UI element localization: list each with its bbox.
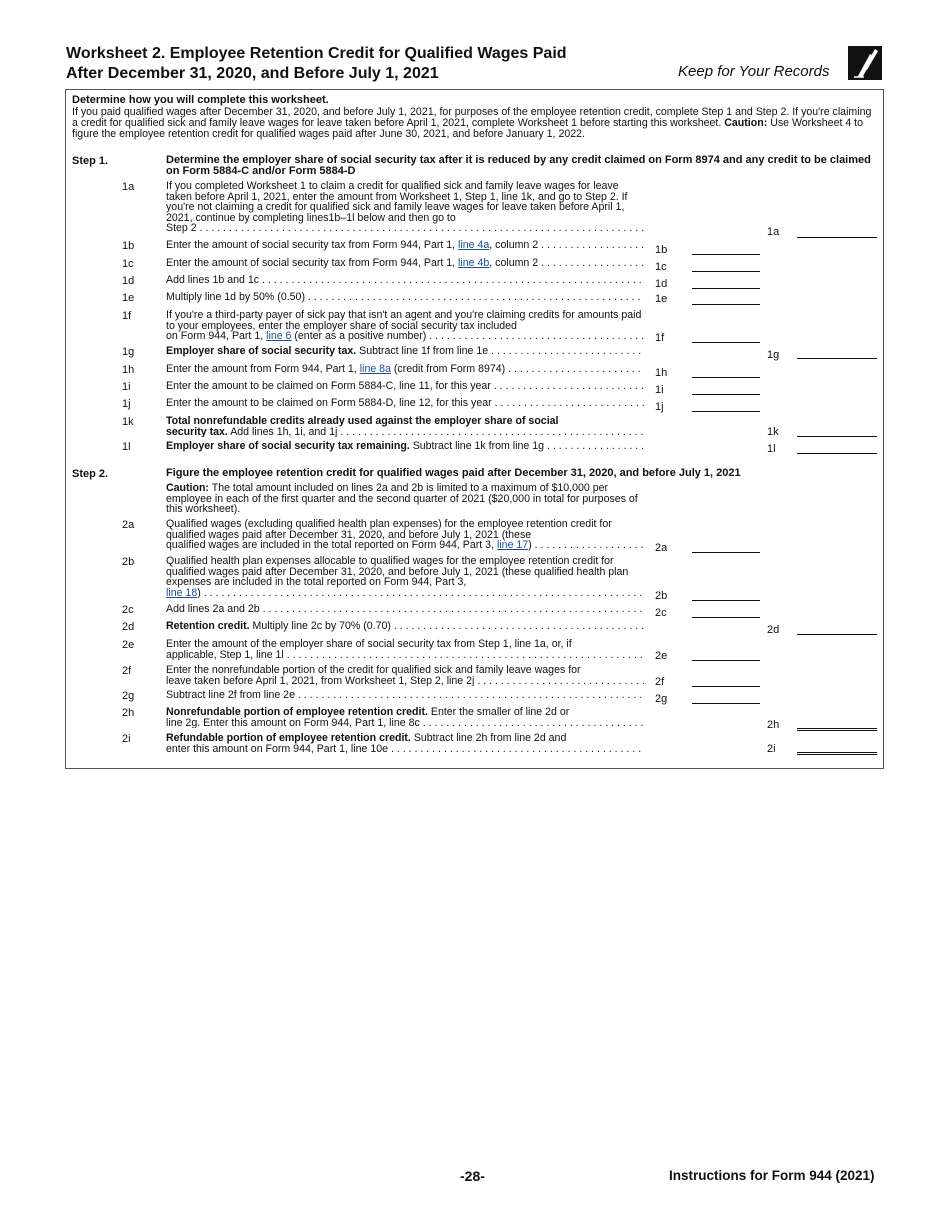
line-id: 2f [122, 665, 132, 677]
line-id: 2i [122, 733, 131, 745]
right-line-number: 1k [767, 426, 779, 438]
step-2-label: Step 2. [72, 468, 109, 480]
link-line-4b[interactable]: line 4b [458, 258, 490, 269]
answer-field-2c[interactable] [692, 617, 760, 618]
line-1e-text: Multiply line 1d by 50% (0.50) . . . [166, 292, 644, 303]
answer-field-2e[interactable] [692, 660, 760, 661]
step-1-heading: Determine the employer share of social security tax after it is reduced by any credit claimed on Form 8974 and any credit to be claimed on Form 5884-C and/or Form 5884-D [166, 154, 871, 177]
left-line-number: 1h [655, 367, 668, 379]
line-id: 1c [122, 258, 134, 270]
line-id: 2c [122, 604, 134, 616]
line-id: 1j [122, 398, 131, 410]
answer-field-1k[interactable] [797, 436, 877, 437]
line-1i-text: Enter the amount to be claimed on Form 5884-C, line 11, for this year . . . [166, 381, 644, 392]
answer-field-2i[interactable] [797, 752, 877, 755]
answer-field-1a[interactable] [797, 237, 877, 238]
link-line-6[interactable]: line 6 [266, 331, 292, 342]
left-line-number: 2c [655, 607, 667, 619]
line-1d-text: Add lines 1b and 1c . . . [166, 275, 644, 286]
line-1j-text: Enter the amount to be claimed on Form 5884-D, line 12, for this year . . . [166, 398, 644, 409]
line-id: 2a [122, 519, 135, 531]
answer-field-2b[interactable] [692, 600, 760, 601]
line-1b-text: Enter the amount of social security tax from Form 944, Part 1, line 4a, column 2 . . . [166, 240, 644, 251]
step-2-caution: Caution: The total amount included on lines 2a and 2b is limited to a maximum of $10,000 per employee in each of the first quarter and the second quarter of 2021 ($20,000 in total for purposes of this worksheet). [166, 482, 638, 516]
line-id: 1b [122, 240, 135, 252]
left-line-number: 1j [655, 401, 664, 413]
left-line-number: 1i [655, 384, 664, 396]
answer-field-1e[interactable] [692, 304, 760, 305]
line-1a-text: If you completed Worksheet 1 to claim a credit for qualified sick and family leave wages for leave taken before April 1, 2021, enter the amount from Worksheet 1, Step 1, line 1k, and go to Step 2. If you're not claiming a credit for qualified sick and family leave wages for leave taken before April 1, 2021, continue by completing lines1b–1l below and then go to Step 2 . . . [166, 181, 644, 234]
pen-on-paper-icon [848, 46, 882, 80]
line-id: 1i [122, 381, 131, 393]
answer-field-1c[interactable] [692, 271, 760, 272]
answer-field-2f[interactable] [692, 686, 760, 687]
left-line-number: 2b [655, 590, 668, 602]
left-line-number: 1b [655, 244, 668, 256]
footer-form-title: Instructions for Form 944 (2021) [669, 1168, 875, 1183]
left-line-number: 2f [655, 676, 665, 688]
step-2-heading: Figure the employee retention credit for qualified wages paid after December 31, 2020, and before July 1, 2021 [166, 467, 741, 479]
line-2f-text: Enter the nonrefundable portion of the credit for qualified sick and family leave wages for leave taken before April 1, 2021, from Worksheet 1, Step 2, line 2j . . . [166, 665, 644, 686]
line-2i-text: Refundable portion of employee retention credit. Subtract line 2h from line 2d and enter this amount on Form 944, Part 1, line 10e . . . [166, 733, 644, 754]
line-id: 2b [122, 556, 135, 568]
left-line-number: 2g [655, 693, 668, 705]
title-line-1: Worksheet 2. Employee Retention Credit for Qualified Wages Paid [66, 45, 567, 62]
line-1h-text: Enter the amount from Form 944, Part 1, line 8a (credit from Form 8974) . . . [166, 364, 644, 375]
line-id: 1h [122, 364, 135, 376]
page-number: -28- [460, 1168, 485, 1184]
left-line-number: 1f [655, 332, 665, 344]
intro-text: If you paid qualified wages after December 31, 2020, and before July 1, 2021, for purposes of the employee retention credit, complete Step 1 and Step 2. If you're claiming a credit for qualified sick and family leave wages for leave taken before April 1, 2021, complete Worksheet 1 before starting this worksheet. Caution: Use Worksheet 4 to figure the employee retention credit for qualified wages paid after June 30, 2021, and before January 1, 2022. [72, 106, 872, 140]
line-id: 2g [122, 690, 135, 702]
line-id: 1l [122, 441, 131, 453]
left-line-number: 2e [655, 650, 668, 662]
line-1f-text: If you're a third-party payer of sick pay that isn't an agent and you're claiming credits for amounts paid to your employees, enter the employer share of social security tax included on Form 944, Part 1, line 6 (enter as a positive number) . . . [166, 310, 644, 342]
answer-field-1d[interactable] [692, 288, 760, 289]
line-id: 1k [122, 416, 134, 428]
line-1g-text: Employer share of social security tax. Subtract line 1f from line 1e . . . [166, 346, 644, 357]
line-id: 1g [122, 346, 135, 358]
line-id: 2d [122, 621, 135, 633]
link-line-18[interactable]: line 18 [166, 587, 198, 599]
line-1c-text: Enter the amount of social security tax from Form 944, Part 1, line 4b, column 2 . . . [166, 258, 644, 269]
answer-field-1h[interactable] [692, 377, 760, 378]
link-line-8a[interactable]: line 8a [359, 364, 391, 375]
right-line-number: 2h [767, 719, 780, 731]
title-line-2: After December 31, 2020, and Before July 1, 2021 [66, 65, 439, 82]
line-id: 1a [122, 181, 135, 193]
step-1-label: Step 1. [72, 155, 109, 167]
line-id: 2h [122, 707, 135, 719]
line-id: 1d [122, 275, 135, 287]
left-line-number: 1e [655, 293, 668, 305]
right-line-number: 2d [767, 624, 780, 636]
right-line-number: 2i [767, 743, 776, 755]
line-2h-text: Nonrefundable portion of employee retention credit. Enter the smaller of line 2d or line 2g. Enter this amount on Form 944, Part 1, line 8c . . . [166, 707, 644, 728]
left-line-number: 1c [655, 261, 667, 273]
line-id: 2e [122, 639, 135, 651]
link-line-17[interactable]: line 17 [496, 540, 529, 551]
line-2d-text: Retention credit. Multiply line 2c by 70% (0.70) . . . [166, 621, 644, 632]
line-2e-text: Enter the amount of the employer share of social security tax from Step 1, line 1a, or, if applicable, Step 1, line 1l . . . [166, 639, 644, 660]
line-id: 1f [122, 310, 132, 322]
right-line-number: 1l [767, 443, 776, 455]
line-id: 1e [122, 292, 135, 304]
left-line-number: 1d [655, 278, 668, 290]
line-2g-text: Subtract line 2f from line 2e . . . [166, 690, 644, 701]
answer-field-2a[interactable] [692, 552, 760, 553]
line-1k-text: Total nonrefundable credits already used against the employer share of social security tax. Add lines 1h, 1i, and 1j . . . [166, 416, 644, 437]
line-1l-text: Employer share of social security tax remaining. Subtract line 1k from line 1g . . . [166, 441, 644, 452]
answer-field-1g[interactable] [797, 358, 877, 359]
answer-field-1b[interactable] [692, 254, 760, 255]
link-line-4a[interactable]: line 4a [458, 240, 490, 251]
worksheet-title [66, 44, 666, 84]
answer-field-2g[interactable] [692, 703, 760, 704]
answer-field-1l[interactable] [797, 453, 877, 454]
answer-field-1j[interactable] [692, 411, 760, 412]
line-2a-text: Qualified wages (excluding qualified health plan expenses) for the employee retention credit for qualified wages paid after December 31, 2020, and before July 1, 2021 (these qualified wages are included in the total reported on Form 944, Part 3, line 17) . . . [166, 519, 644, 551]
keep-for-records: Keep for Your Records [678, 63, 830, 80]
line-2c-text: Add lines 2a and 2b . . . [166, 604, 644, 615]
answer-field-1f[interactable] [692, 342, 760, 343]
intro-heading: Determine how you will complete this worksheet. [72, 94, 329, 106]
answer-field-2h[interactable] [797, 728, 877, 731]
left-line-number: 2a [655, 542, 668, 554]
line-2b-text: Qualified health plan expenses allocable to qualified wages for the employee retention credit for qualified wages paid after December 31, 2020, and before July 1, 2021 (these qualified health plan expenses are included in the total reported on Form 944, Part 3, line 18) . . . [166, 556, 644, 598]
answer-field-2d[interactable] [797, 634, 877, 635]
right-line-number: 1a [767, 226, 780, 238]
right-line-number: 1g [767, 349, 780, 361]
answer-field-1i[interactable] [692, 394, 760, 395]
